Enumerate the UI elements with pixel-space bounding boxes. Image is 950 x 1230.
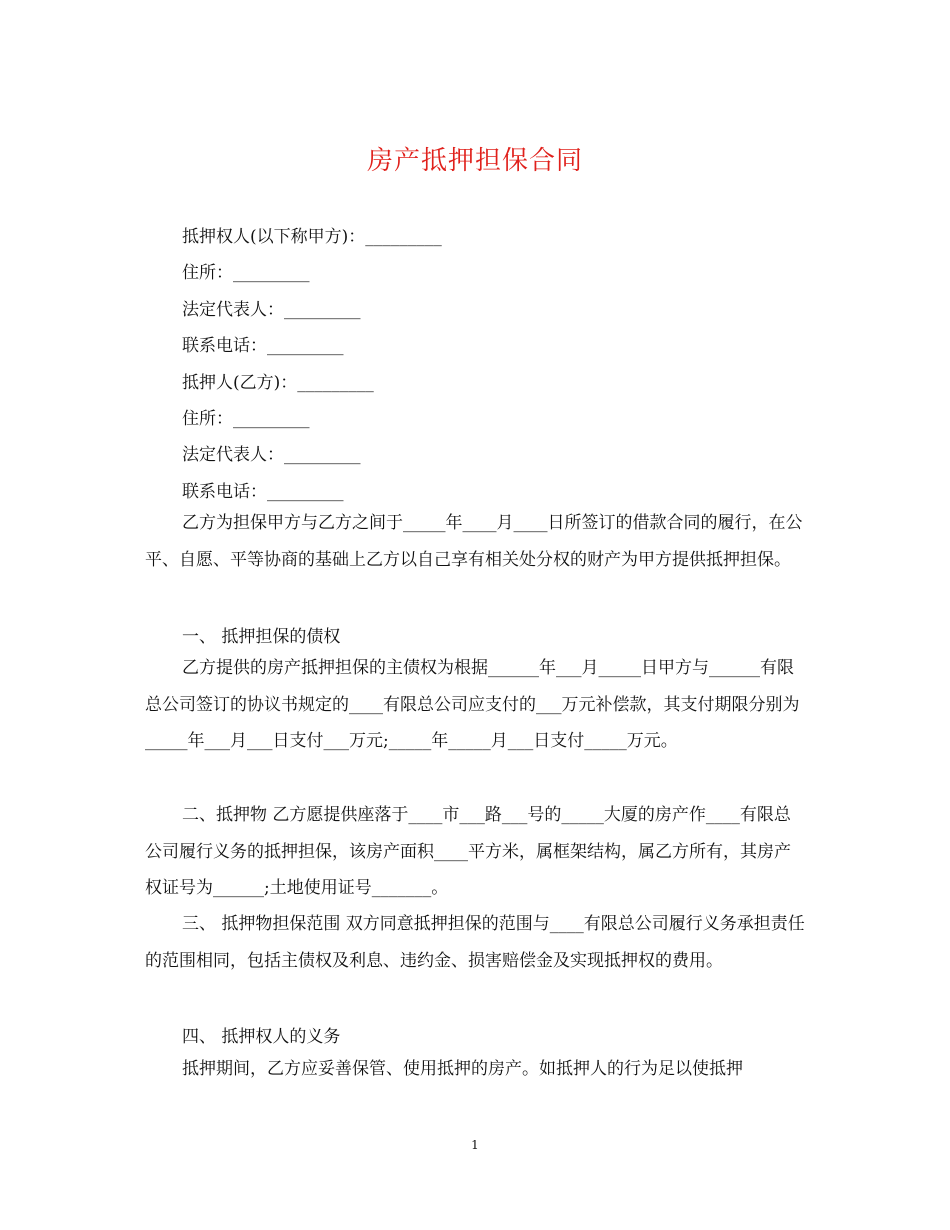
mortgagor-legal-rep-line: 法定代表人：_________	[182, 445, 361, 465]
section4-body: 抵押期间，乙方应妥善保管、使用抵押的房产。如抵押人的行为足以使抵押	[182, 1059, 743, 1079]
page-number: 1	[471, 1138, 479, 1152]
intro-paragraph: 乙方为担保甲方与乙方之间于_____年____月____日所签订的借款合同的履行，在公平、自愿、平等协商的基础上乙方以自己享有相关处分权的财产为甲方提供抵押担保。	[145, 513, 803, 570]
mortgagee-name-line: 抵押权人(以下称甲方)：_________	[182, 227, 442, 247]
mortgagee-address-line: 住所：_________	[182, 263, 310, 283]
section1-heading: 一、 抵押担保的债权	[182, 627, 341, 647]
mortgagee-legal-rep-line: 法定代表人：_________	[182, 300, 361, 320]
mortgagor-name-line: 抵押人(乙方)：_________	[182, 373, 374, 393]
section4-heading: 四、 抵押权人的义务	[182, 1027, 341, 1047]
mortgagee-phone-line: 联系电话：_________	[182, 336, 344, 356]
mortgagor-phone-line: 联系电话：_________	[182, 482, 344, 502]
mortgagor-address-line: 住所：_________	[182, 409, 310, 429]
section3-paragraph: 三、 抵押物担保范围 双方同意抵押担保的范围与____有限总公司履行义务承担责任的范围相同，包括主债权及利息、违约金、损害赔偿金及实现抵押权的费用。	[145, 914, 805, 971]
document-title: 房产抵押担保合同	[366, 146, 583, 176]
section2-paragraph: 二、抵押物 乙方愿提供座落于____市___路___号的_____大厦的房产作____有限总公司履行义务的抵押担保，该房产面积____平方米，属框架结构，属乙方所有，其房产权证号为______;土地使用证号_______。	[145, 805, 791, 898]
section1-body: 乙方提供的房产抵押担保的主债权为根据______年___月_____日甲方与______有限总公司签订的协议书规定的____有限总公司应支付的___万元补偿款，其支付期限分别为_____年___月___日支付___万元;_____年_____月___日支付_____万元。	[145, 658, 800, 751]
